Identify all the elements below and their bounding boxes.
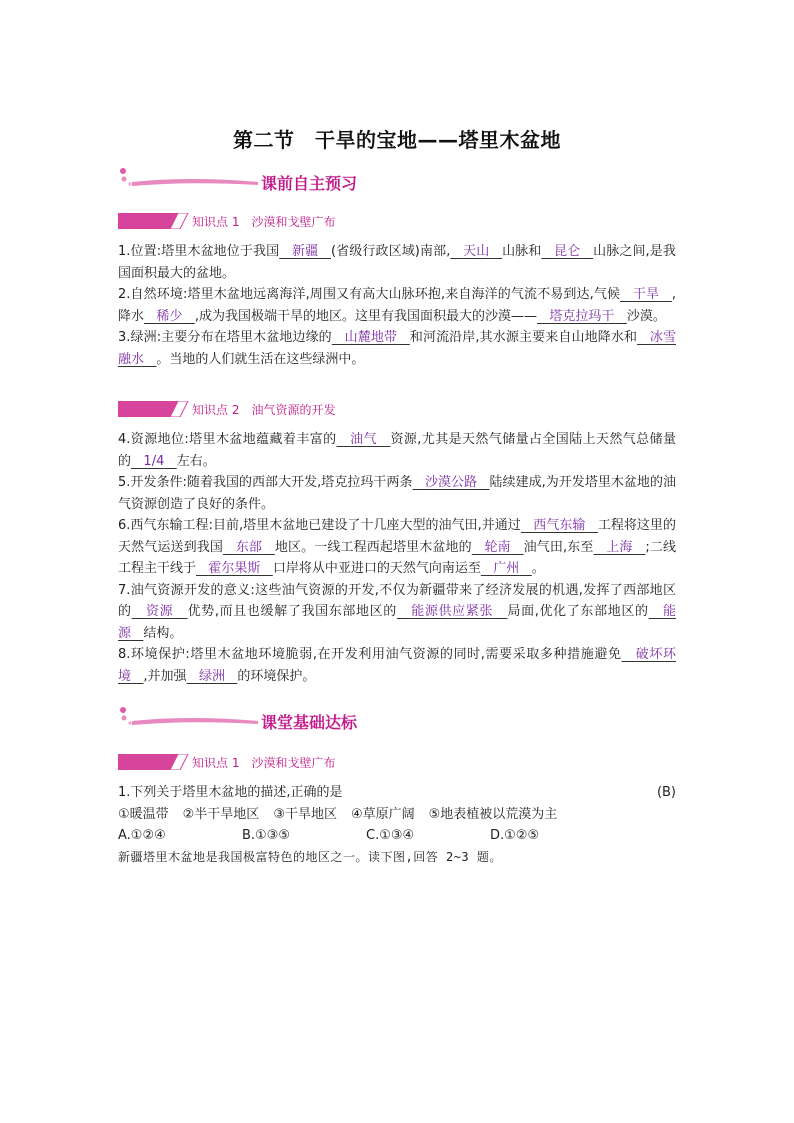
knowledge-point-header (118, 752, 518, 772)
section-header-classroom (118, 707, 458, 737)
answer-blank: 天山 (463, 244, 490, 259)
answer-blank: 能源 (118, 604, 676, 641)
question-1 (118, 782, 676, 804)
answer-blank: 轮南 (484, 539, 511, 555)
option-c: C.①③④ (366, 828, 415, 843)
question-answer: (B) (656, 785, 676, 800)
answer-blank: 霍尔果斯 (208, 561, 261, 576)
question-options (118, 825, 676, 847)
item-natural-environment: 2.自然环境:塔里木盆地远离海洋,周围又有高大山脉环抱,来自海洋的气流不易到达,气候 干旱 ,降水 稀少 ,成为我国极端干旱的地区。这里有我国面积最大的沙漠—— 塔克拉玛干 沙漠。 (118, 287, 676, 324)
answer-blank: 山麓地带 (344, 330, 398, 345)
answer-blank: 昆仑 (554, 244, 581, 259)
knowledge-point-label: 知识点 1 沙漠和戈壁广布 (192, 756, 336, 770)
answer-blank: 上海 (606, 539, 633, 555)
tab-shape-icon (118, 754, 190, 770)
section-header-preview (118, 168, 458, 198)
dots-ribbon-icon (118, 707, 258, 737)
answer-blank: 能源供应紧张 (411, 604, 494, 619)
answer-blank: 稀少 (156, 308, 183, 324)
answer-blank: 沙漠公路 (424, 475, 478, 490)
question-block (118, 782, 676, 868)
answer-blank: 东部 (235, 539, 263, 555)
option-b: B.①③⑤ (242, 828, 291, 843)
item-resource-status: 4.资源地位:塔里木盆地蕴藏着丰富的 油气 资源,尤其是天然气储量占全国陆上天然气总储量的 1/4 左右。 (118, 432, 676, 469)
dots-ribbon-icon (118, 168, 258, 198)
answer-blank: 油气 (350, 432, 377, 447)
answer-blank: 新疆 (291, 244, 319, 259)
item-significance: 7.油气资源开发的意义:这些油气资源的开发,不仅为新疆带来了经济发展的机遇,发挥了西部地区的 资源 优势,而且也缓解了我国东部地区的 能源供应紧张 局面,优化了东部地区的 能源 结构。 (118, 582, 676, 641)
answer-blank: 干旱 (632, 287, 660, 302)
option-a: A.①②④ (118, 828, 166, 843)
preview-block-2 (118, 429, 676, 687)
item-development-conditions: 5.开发条件:随着我国的西部大开发,塔克拉玛干两条 沙漠公路 陆续建成,为开发塔里木盆地的油气资源创造了良好的条件。 (118, 475, 676, 512)
preview-block-1 (118, 241, 676, 370)
answer-blank: 广州 (493, 561, 520, 576)
knowledge-point-header (118, 211, 518, 231)
item-west-east-gas: 6.西气东输工程:目前,塔里木盆地已建设了十几座大型的油气田,并通过 西气东输 工程将这里的天然气运送到我国 东部 地区。一线工程西起塔里木盆地的 轮南 油气田,东至 上海 ;二线工程主干线于 霍尔果斯 口岸将从中亚进口的天然气向南运至 广州 。 (118, 518, 676, 576)
question-statements: ①暖温带 ②半干旱地区 ③干旱地区 ④草原广阔 ⑤地表植被以荒漠为主 (118, 806, 558, 822)
answer-blank: 资源 (145, 604, 174, 619)
tab-shape-icon (118, 401, 190, 417)
page-title: 第二节 干旱的宝地——塔里木盆地 (233, 128, 561, 152)
section-title: 课堂基础达标 (261, 713, 358, 732)
item-oasis: 3.绿洲:主要分布在塔里木盆地边缘的 山麓地带 和河流沿岸,其水源主要来自山地降水和 冰雪融水 。当地的人们就生活在这些绿洲中。 (118, 330, 676, 367)
knowledge-point-header (118, 399, 518, 419)
map-question-intro: 新疆塔里木盆地是我国极富特色的地区之一。读下图,回答 2~3 题。 (118, 849, 502, 864)
answer-blank: 西气东输 (533, 518, 586, 533)
answer-blank: 1/4 (143, 453, 165, 469)
question-stem: 1.下列关于塔里木盆地的描述,正确的是 (118, 785, 343, 800)
item-location: 1.位置:塔里木盆地位于我国 新疆 (省级行政区域)南部, 天山 山脉和 昆仑 山脉之间,是我国面积最大的盆地。 (118, 244, 676, 281)
section-title: 课前自主预习 (261, 174, 358, 193)
knowledge-point-label: 知识点 1 沙漠和戈壁广布 (192, 215, 336, 229)
answer-blank: 绿洲 (198, 668, 225, 684)
item-environment-protection: 8.环境保护:塔里木盆地环境脆弱,在开发利用油气资源的同时,需要采取多种措施避免 破坏环境 ,并加强 绿洲 的环境保护。 (118, 647, 676, 684)
tab-shape-icon (118, 213, 190, 229)
answer-blank: 冰雪融水 (118, 330, 676, 367)
answer-blank: 塔克拉玛干 (549, 308, 615, 324)
knowledge-point-label: 知识点 2 油气资源的开发 (192, 403, 336, 417)
answer-blank: 破坏环境 (118, 647, 676, 684)
option-d: D.①②⑤ (490, 828, 540, 843)
